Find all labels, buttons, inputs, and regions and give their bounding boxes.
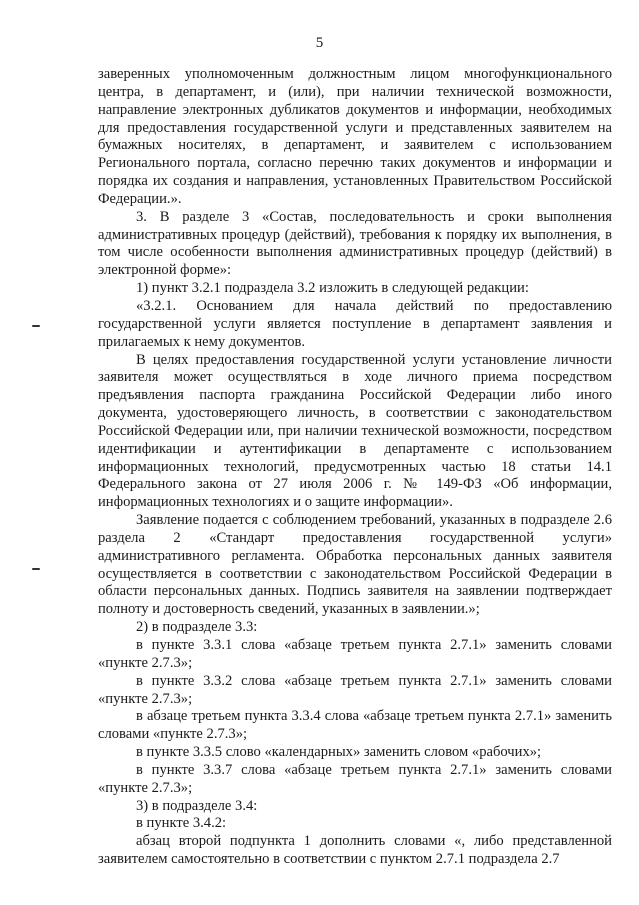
paragraph: 3) в подразделе 3.4:: [136, 797, 258, 814]
document-body: [98, 66, 612, 869]
paragraph: «3.2.1. Основанием для начала действий по предоставлению государственной услуги является поступление в департамент заявления и прилагаемых к нему документов.: [98, 297, 612, 350]
paragraph: 3. В разделе 3 «Состав, последовательность и сроки выполнения административных процедур (действий), требования к порядку их выполнения, в том числе особенности выполнения административных процедур (действий) в электронной форме»:: [98, 208, 612, 279]
paragraph: в пункте 3.3.1 слова «абзаце третьем пункта 2.7.1» заменить словами «пункте 2.7.3»;: [98, 637, 612, 671]
paragraph: В целях предоставления государственной услуги установление личности заявителя может осуществляться в ходе личного приема посредством предъявления паспорта гражданина Российской Федерации либо иного документа, удостоверяющего личность, в соответствии с законодательством Российской Федерации или, при наличии технической возможности, посредством идентификации и аутентификации в департаменте с использованием информационных технологий, предусмотренных частью 18 статьи 14.1 Федерального закона от 27 июля 2006 г. № 149-ФЗ «Об информации, информационных технологиях и о защите информации».: [98, 351, 612, 511]
page-number: 5: [315, 35, 324, 51]
paragraph: заверенных уполномоченным должностным лицом многофункционального центра, в департамент, и (или), при наличии технической возможности, направление электронных дубликатов документов и информации, необходимых для предоставления государственной услуги и представленных заявителем на бумажных носителях, в департамент, и заявителем с использованием Регионального портала, согласно перечню таких документов и информации и порядка их создания и направления, установленных Правительством Российской Федерации.».: [98, 66, 612, 207]
paragraph: в пункте 3.3.7 слова «абзаце третьем пункта 2.7.1» заменить словами «пункте 2.7.3»;: [98, 761, 612, 796]
paragraph: 2) в подразделе 3.3:: [136, 619, 258, 636]
paragraph: в пункте 3.4.2:: [136, 815, 227, 832]
margin-mark-upper: [32, 325, 40, 327]
paragraph: в пункте 3.3.2 слова «абзаце третьем пункта 2.7.1» заменить словами «пункте 2.7.3»;: [98, 672, 612, 707]
paragraph: в абзаце третьем пункта 3.3.4 слова «абзаце третьем пункта 2.7.1» заменить словами «пункте 2.7.3»;: [98, 708, 612, 743]
paragraph: в пункте 3.3.5 слово «календарных» заменить словом «рабочих»;: [136, 744, 542, 761]
paragraph: Заявление подается с соблюдением требований, указанных в подразделе 2.6 раздела 2 «Стандарт предоставления государственной услуги» административного регламента. Обработка персональных данных заявителя осуществляется в соответствии с законодательством Российской Федерации в области персональных данных. Подпись заявителя на заявлении подтверждает полноту и достоверность сведений, указанных в заявлении.»;: [98, 512, 612, 618]
margin-mark-lower: [32, 568, 40, 570]
paragraph: абзац второй подпункта 1 дополнить словами «, либо представленной заявителем самостоятельно в соответствии с пунктом 2.7.1 подраздела 2.7: [98, 833, 612, 868]
paragraph: 1) пункт 3.2.1 подраздела 3.2 изложить в следующей редакции:: [136, 280, 529, 297]
